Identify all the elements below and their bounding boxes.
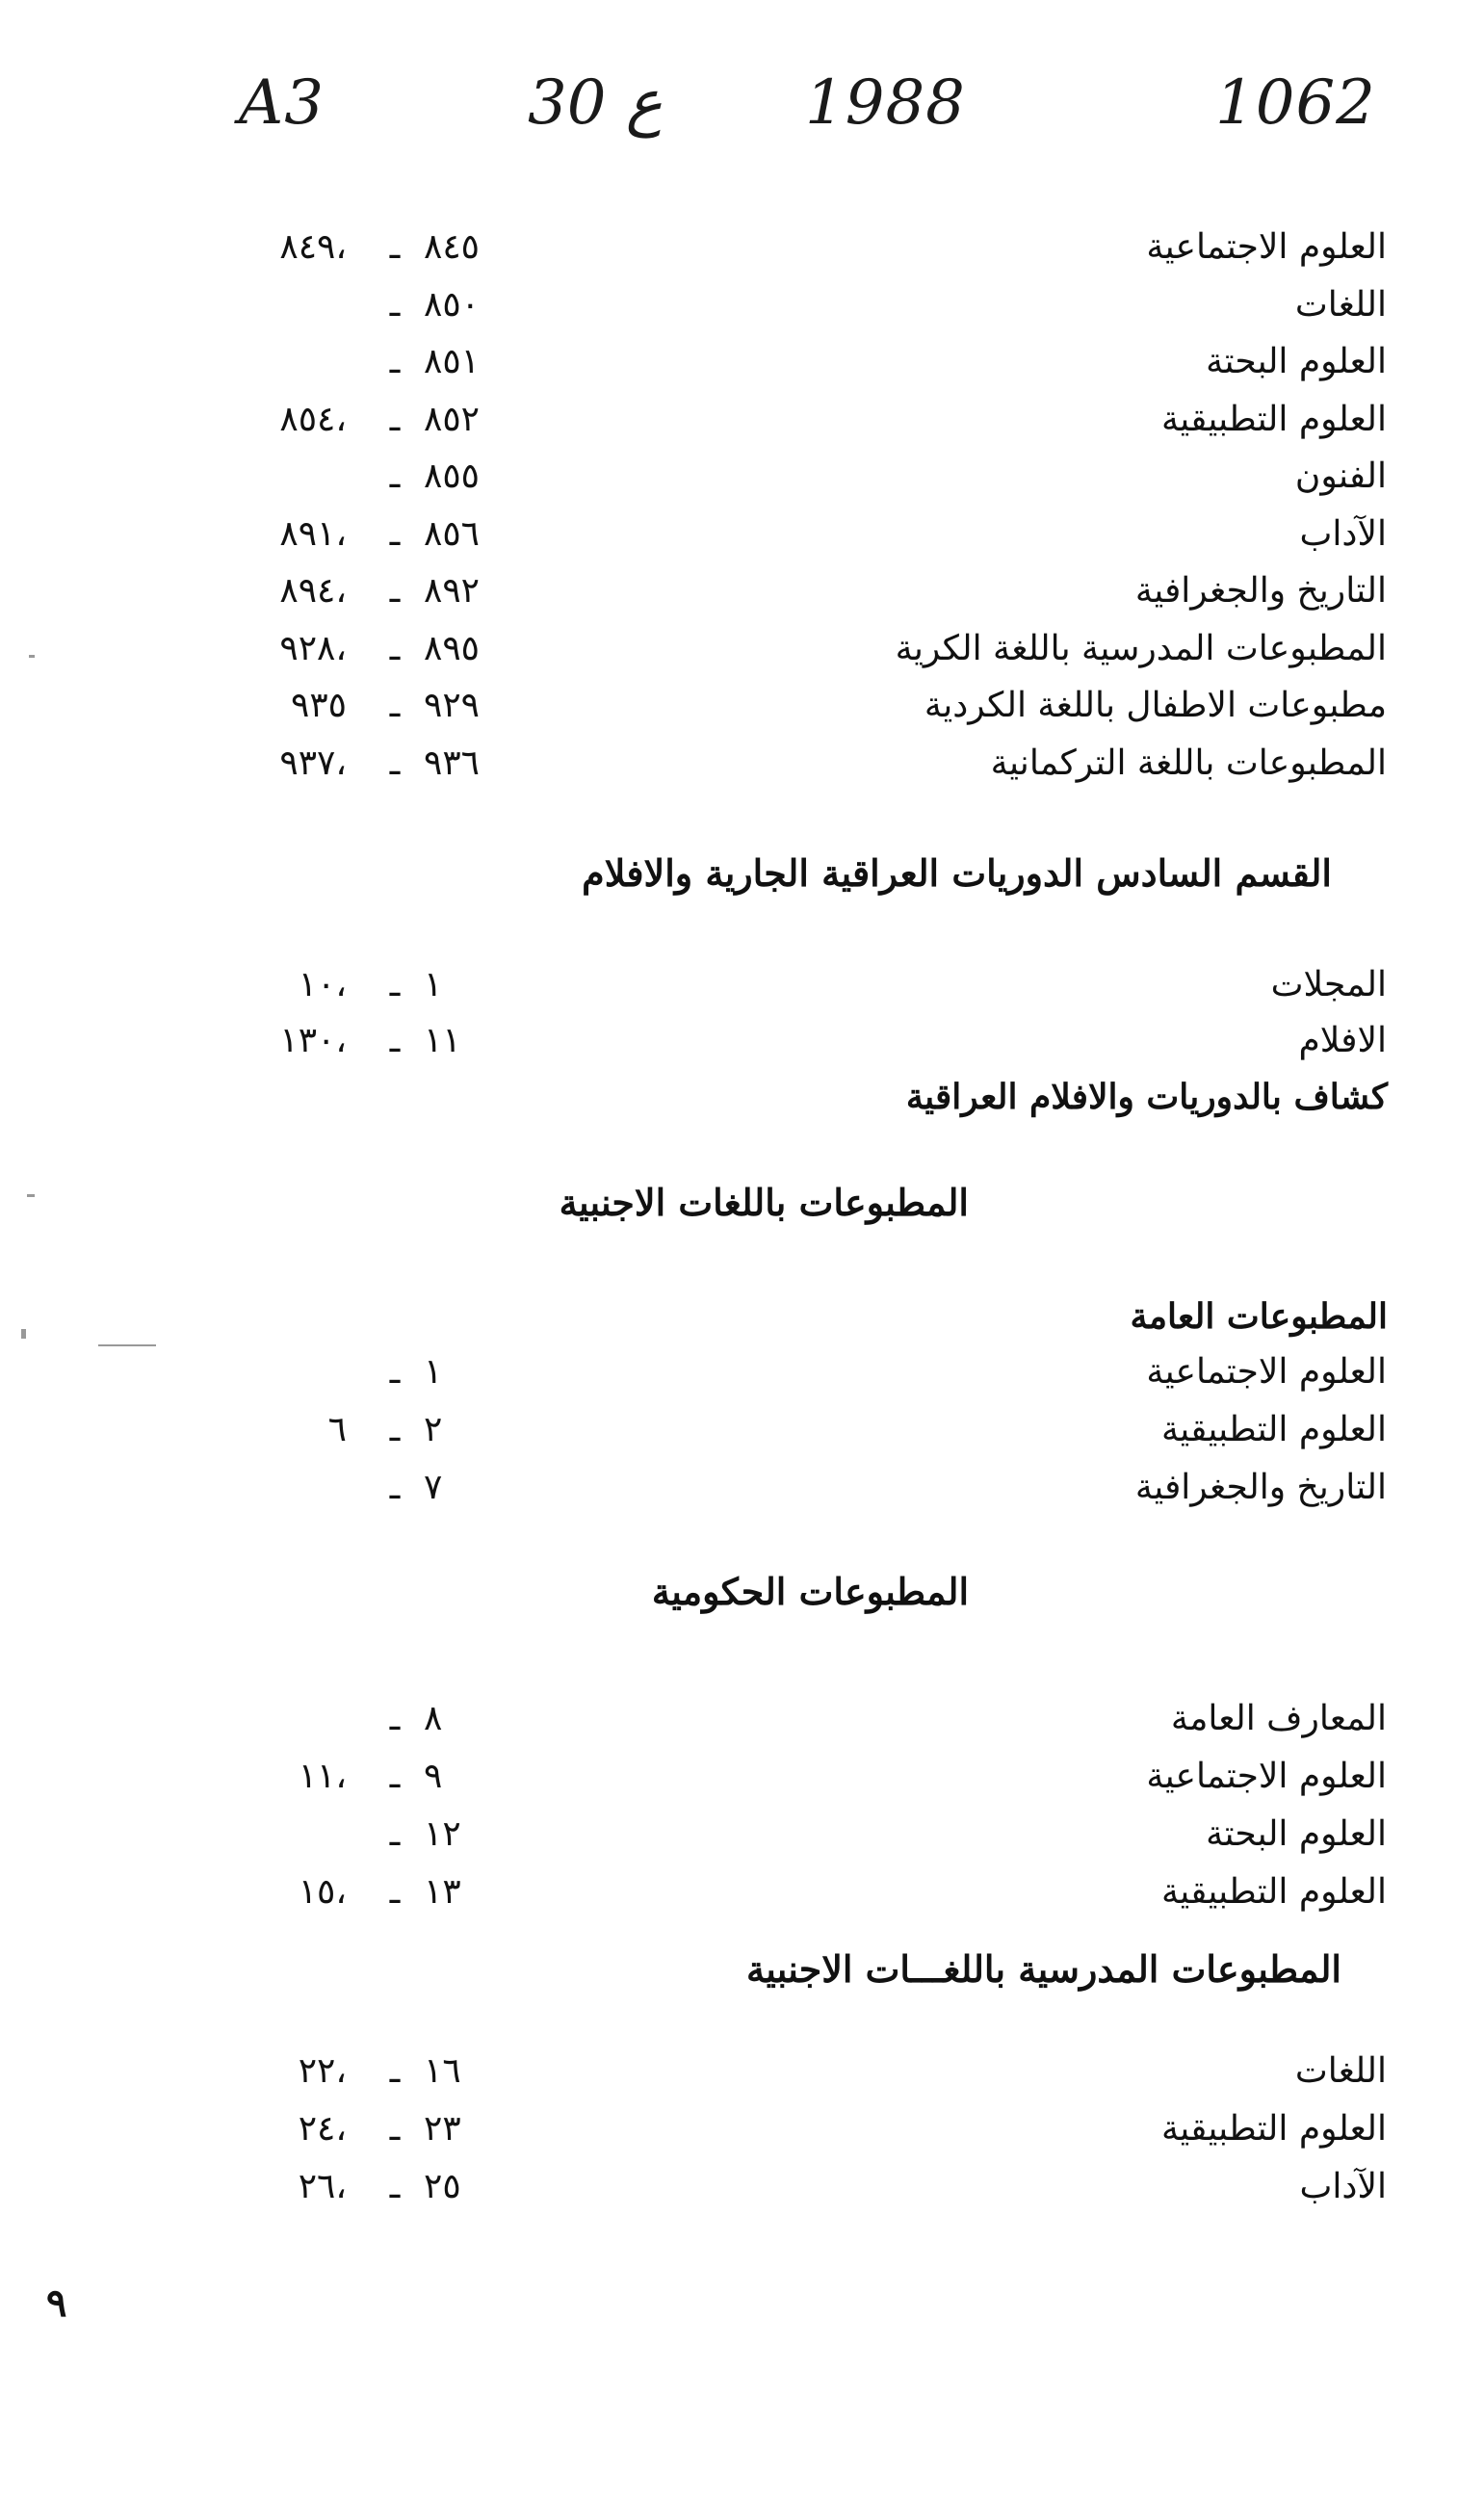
range-dash: ـ	[389, 743, 401, 783]
toc-row	[231, 1699, 1387, 1755]
toc-row-label: المعارف العامة	[1170, 1699, 1387, 1738]
range-start: ٨	[424, 1699, 443, 1738]
page-number: ٩	[46, 2280, 67, 2326]
range-dash: ـ	[389, 2051, 401, 2091]
heading-government: المطبوعات الحكومية	[651, 1570, 969, 1613]
handwritten-number: 1062	[1215, 67, 1376, 139]
toc-row-label: التاريخ والجغرافية	[1134, 1468, 1387, 1507]
scan-speck	[98, 1344, 156, 1346]
range-start: ٢	[424, 1410, 443, 1449]
range-start: ٨٩٢	[424, 571, 481, 611]
toc-row-label: العلوم التطبيقية	[1160, 1410, 1387, 1449]
range-start: ٨٤٥	[424, 227, 481, 267]
toc-row-label: الافلام	[1298, 1021, 1387, 1060]
scan-speck	[27, 1194, 35, 1197]
toc-row	[231, 1410, 1387, 1466]
toc-row	[231, 227, 1387, 283]
range-dash: ـ	[389, 399, 401, 439]
toc-row-label: الفنون	[1294, 456, 1387, 496]
toc-row-label: العلوم التطبيقية	[1160, 2109, 1387, 2149]
scan-speck	[29, 655, 35, 658]
range-start: ٧	[424, 1468, 443, 1507]
range-start: ١	[424, 965, 443, 1004]
toc-row-label: اللغات	[1294, 284, 1387, 325]
range-dash: ـ	[389, 1410, 401, 1449]
toc-row	[231, 2167, 1387, 2223]
range-start: ٩٢٩	[424, 686, 481, 725]
handwritten-year: 1988	[805, 67, 966, 139]
range-start: ٢٥	[424, 2167, 461, 2206]
range-dash: ـ	[389, 284, 401, 325]
range-start: ٨٥٢	[424, 399, 481, 439]
toc-row	[231, 1814, 1387, 1870]
toc-row	[231, 342, 1387, 398]
range-start: ١٣	[424, 1872, 461, 1912]
toc-row-label: العلوم الاجتماعية	[1146, 227, 1387, 267]
range-start: ١١	[424, 1021, 461, 1060]
toc-row-label: العلوم البحتة	[1206, 1814, 1387, 1854]
range-start: ١	[424, 1352, 443, 1392]
toc-row	[231, 686, 1387, 742]
range-start: ١٦	[424, 2051, 461, 2091]
range-start: ٩	[424, 1757, 443, 1796]
heading-periodicals: القسم السادس الدوريات العراقية الجارية والافلام	[582, 851, 1332, 895]
range-dash: ـ	[389, 2109, 401, 2149]
toc-row-label: المطبوعات باللغة التركمانية	[990, 743, 1387, 783]
range-dash: ـ	[389, 456, 401, 496]
scan-speck	[21, 1329, 26, 1339]
range-end: ١١،	[298, 1757, 347, 1796]
general-publications-label: المطبوعات العامة	[1130, 1296, 1388, 1337]
toc-row	[231, 1352, 1387, 1408]
handwritten-a3: A3	[239, 67, 325, 139]
range-start: ٨٥١	[424, 342, 481, 381]
heading-foreign-languages: المطبوعات باللغات الاجنبية	[559, 1181, 969, 1224]
range-dash: ـ	[389, 1468, 401, 1507]
range-end: ٢٤،	[298, 2109, 347, 2149]
range-dash: ـ	[389, 2167, 401, 2206]
range-end: ١٥،	[298, 1872, 347, 1912]
range-dash: ـ	[389, 342, 401, 381]
range-dash: ـ	[389, 1352, 401, 1392]
toc-row-label: الآداب	[1299, 2167, 1387, 2206]
range-start: ٨٥٠	[424, 284, 481, 325]
range-dash: ـ	[389, 227, 401, 267]
toc-row	[231, 1021, 1387, 1077]
range-start: ٨٥٥	[424, 456, 481, 496]
range-end: ٢٦،	[298, 2167, 347, 2206]
toc-row	[231, 629, 1387, 685]
toc-row-label: الآداب	[1299, 513, 1387, 554]
toc-row-label: اللغات	[1294, 2051, 1387, 2091]
range-start: ٩٣٦	[424, 743, 481, 783]
range-start: ٨٩٥	[424, 628, 481, 668]
range-start: ١٢	[424, 1814, 461, 1854]
heading-school-publications: المطبوعات المدرسية باللغـــات الاجنبية	[745, 1947, 1341, 1991]
toc-row-label: العلوم التطبيقية	[1160, 1872, 1387, 1912]
range-dash: ـ	[389, 1814, 401, 1854]
range-end: ١٣٠،	[279, 1021, 347, 1060]
range-dash: ـ	[389, 628, 401, 668]
toc-row-label: العلوم الاجتماعية	[1146, 1757, 1387, 1796]
toc-row	[231, 743, 1387, 799]
toc-row	[231, 1757, 1387, 1812]
handwritten-thirty: 30 ع	[528, 67, 663, 139]
range-end: ٩٢٨،	[279, 628, 347, 668]
toc-row	[231, 400, 1387, 456]
toc-row	[231, 285, 1387, 341]
range-end: ٨٩٤،	[279, 571, 347, 611]
range-dash: ـ	[389, 1021, 401, 1060]
range-end: ٩٣٧،	[279, 743, 347, 783]
toc-row	[231, 514, 1387, 570]
range-end: ٦	[327, 1410, 347, 1449]
range-end: ١٠،	[298, 965, 347, 1004]
index-label: كشاف بالدوريات والافلام العراقية	[905, 1077, 1388, 1117]
toc-row	[231, 965, 1387, 1021]
range-end: ٩٣٥	[290, 686, 347, 725]
toc-row	[231, 1872, 1387, 1928]
toc-row-label: التاريخ والجغرافية	[1134, 571, 1387, 611]
range-dash: ـ	[389, 1872, 401, 1912]
toc-row-label: العلوم الاجتماعية	[1146, 1352, 1387, 1392]
range-start: ٨٥٦	[424, 513, 481, 554]
toc-row-label: العلوم التطبيقية	[1160, 399, 1387, 439]
toc-row	[231, 571, 1387, 627]
range-end: ٨٥٤،	[279, 399, 347, 439]
range-end: ٢٢،	[298, 2051, 347, 2091]
toc-row-label: مطبوعات الاطفال باللغة الكردية	[924, 686, 1387, 725]
toc-row	[231, 2051, 1387, 2107]
toc-row	[231, 2109, 1387, 2165]
range-start: ٢٣	[424, 2109, 461, 2149]
toc-row	[231, 456, 1387, 512]
toc-row-label: المطبوعات المدرسية باللغة الكرية	[895, 628, 1387, 668]
range-dash: ـ	[389, 965, 401, 1004]
range-dash: ـ	[389, 686, 401, 725]
range-dash: ـ	[389, 1699, 401, 1738]
range-end: ٨٤٩،	[279, 227, 347, 267]
range-dash: ـ	[389, 571, 401, 611]
range-end: ٨٩١،	[279, 513, 347, 554]
toc-row-label: المجلات	[1270, 965, 1387, 1004]
range-dash: ـ	[389, 513, 401, 554]
toc-row	[231, 1468, 1387, 1524]
toc-row-label: العلوم البحتة	[1206, 342, 1387, 381]
range-dash: ـ	[389, 1757, 401, 1796]
